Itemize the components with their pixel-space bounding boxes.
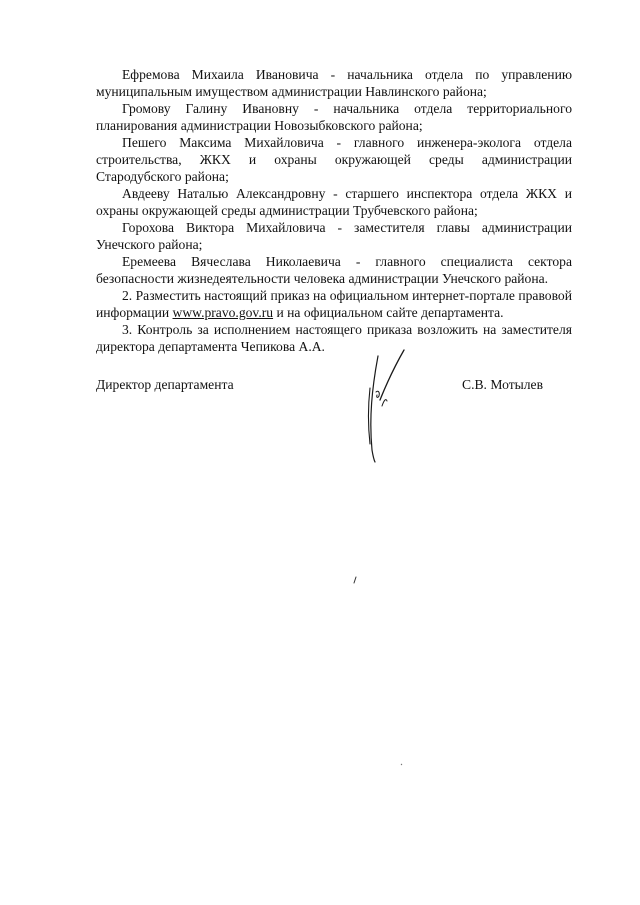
scan-speck (400, 763, 403, 766)
paragraph-avdeeva: Авдееву Наталью Александровну - старшего инспектора отдела ЖКХ и охраны окружающей среды администрации Трубчевского района; (96, 186, 572, 218)
paragraph-text: 2. Разместить настоящий приказ на официальном интернет-портале правовой информации (96, 288, 572, 320)
pravo-portal-link[interactable]: www.pravo.gov.ru (172, 305, 274, 320)
paragraph-text: и на официальном сайте департамента. (273, 305, 504, 320)
paragraph-eremeev: Еремеева Вячеслава Николаевича - главного специалиста сектора безопасности жизнедеятельности человека администрации Унечского района. (96, 254, 572, 286)
signer-name: С.В. Мотылев (462, 377, 544, 392)
order-body-text (96, 66, 572, 355)
paragraph-gromova: Громову Галину Ивановну - начальника отдела территориального планирования администрации Новозыбковского района; (96, 101, 572, 133)
signature-position-title: Директор департамента (96, 377, 234, 392)
scan-speck (352, 576, 358, 584)
paragraph-gorokhov: Горохова Виктора Михайловича - заместителя главы администрации Унечского района; (96, 220, 572, 252)
paragraph-item-2 (96, 287, 572, 321)
paragraph-efremov: Ефремова Михаила Ивановича - начальника отдела по управлению муниципальным имуществом администрации Навлинского района; (96, 67, 572, 99)
paragraph-item-3: 3. Контроль за исполнением настоящего приказа возложить на заместителя директора департамента Чепикова А.А. (96, 322, 572, 354)
handwritten-signature (360, 348, 412, 464)
paragraph-peshego: Пешего Максима Михайловича - главного инженера-эколога отдела строительства, ЖКХ и охраны окружающей среды администрации Стародубского района; (96, 135, 572, 184)
